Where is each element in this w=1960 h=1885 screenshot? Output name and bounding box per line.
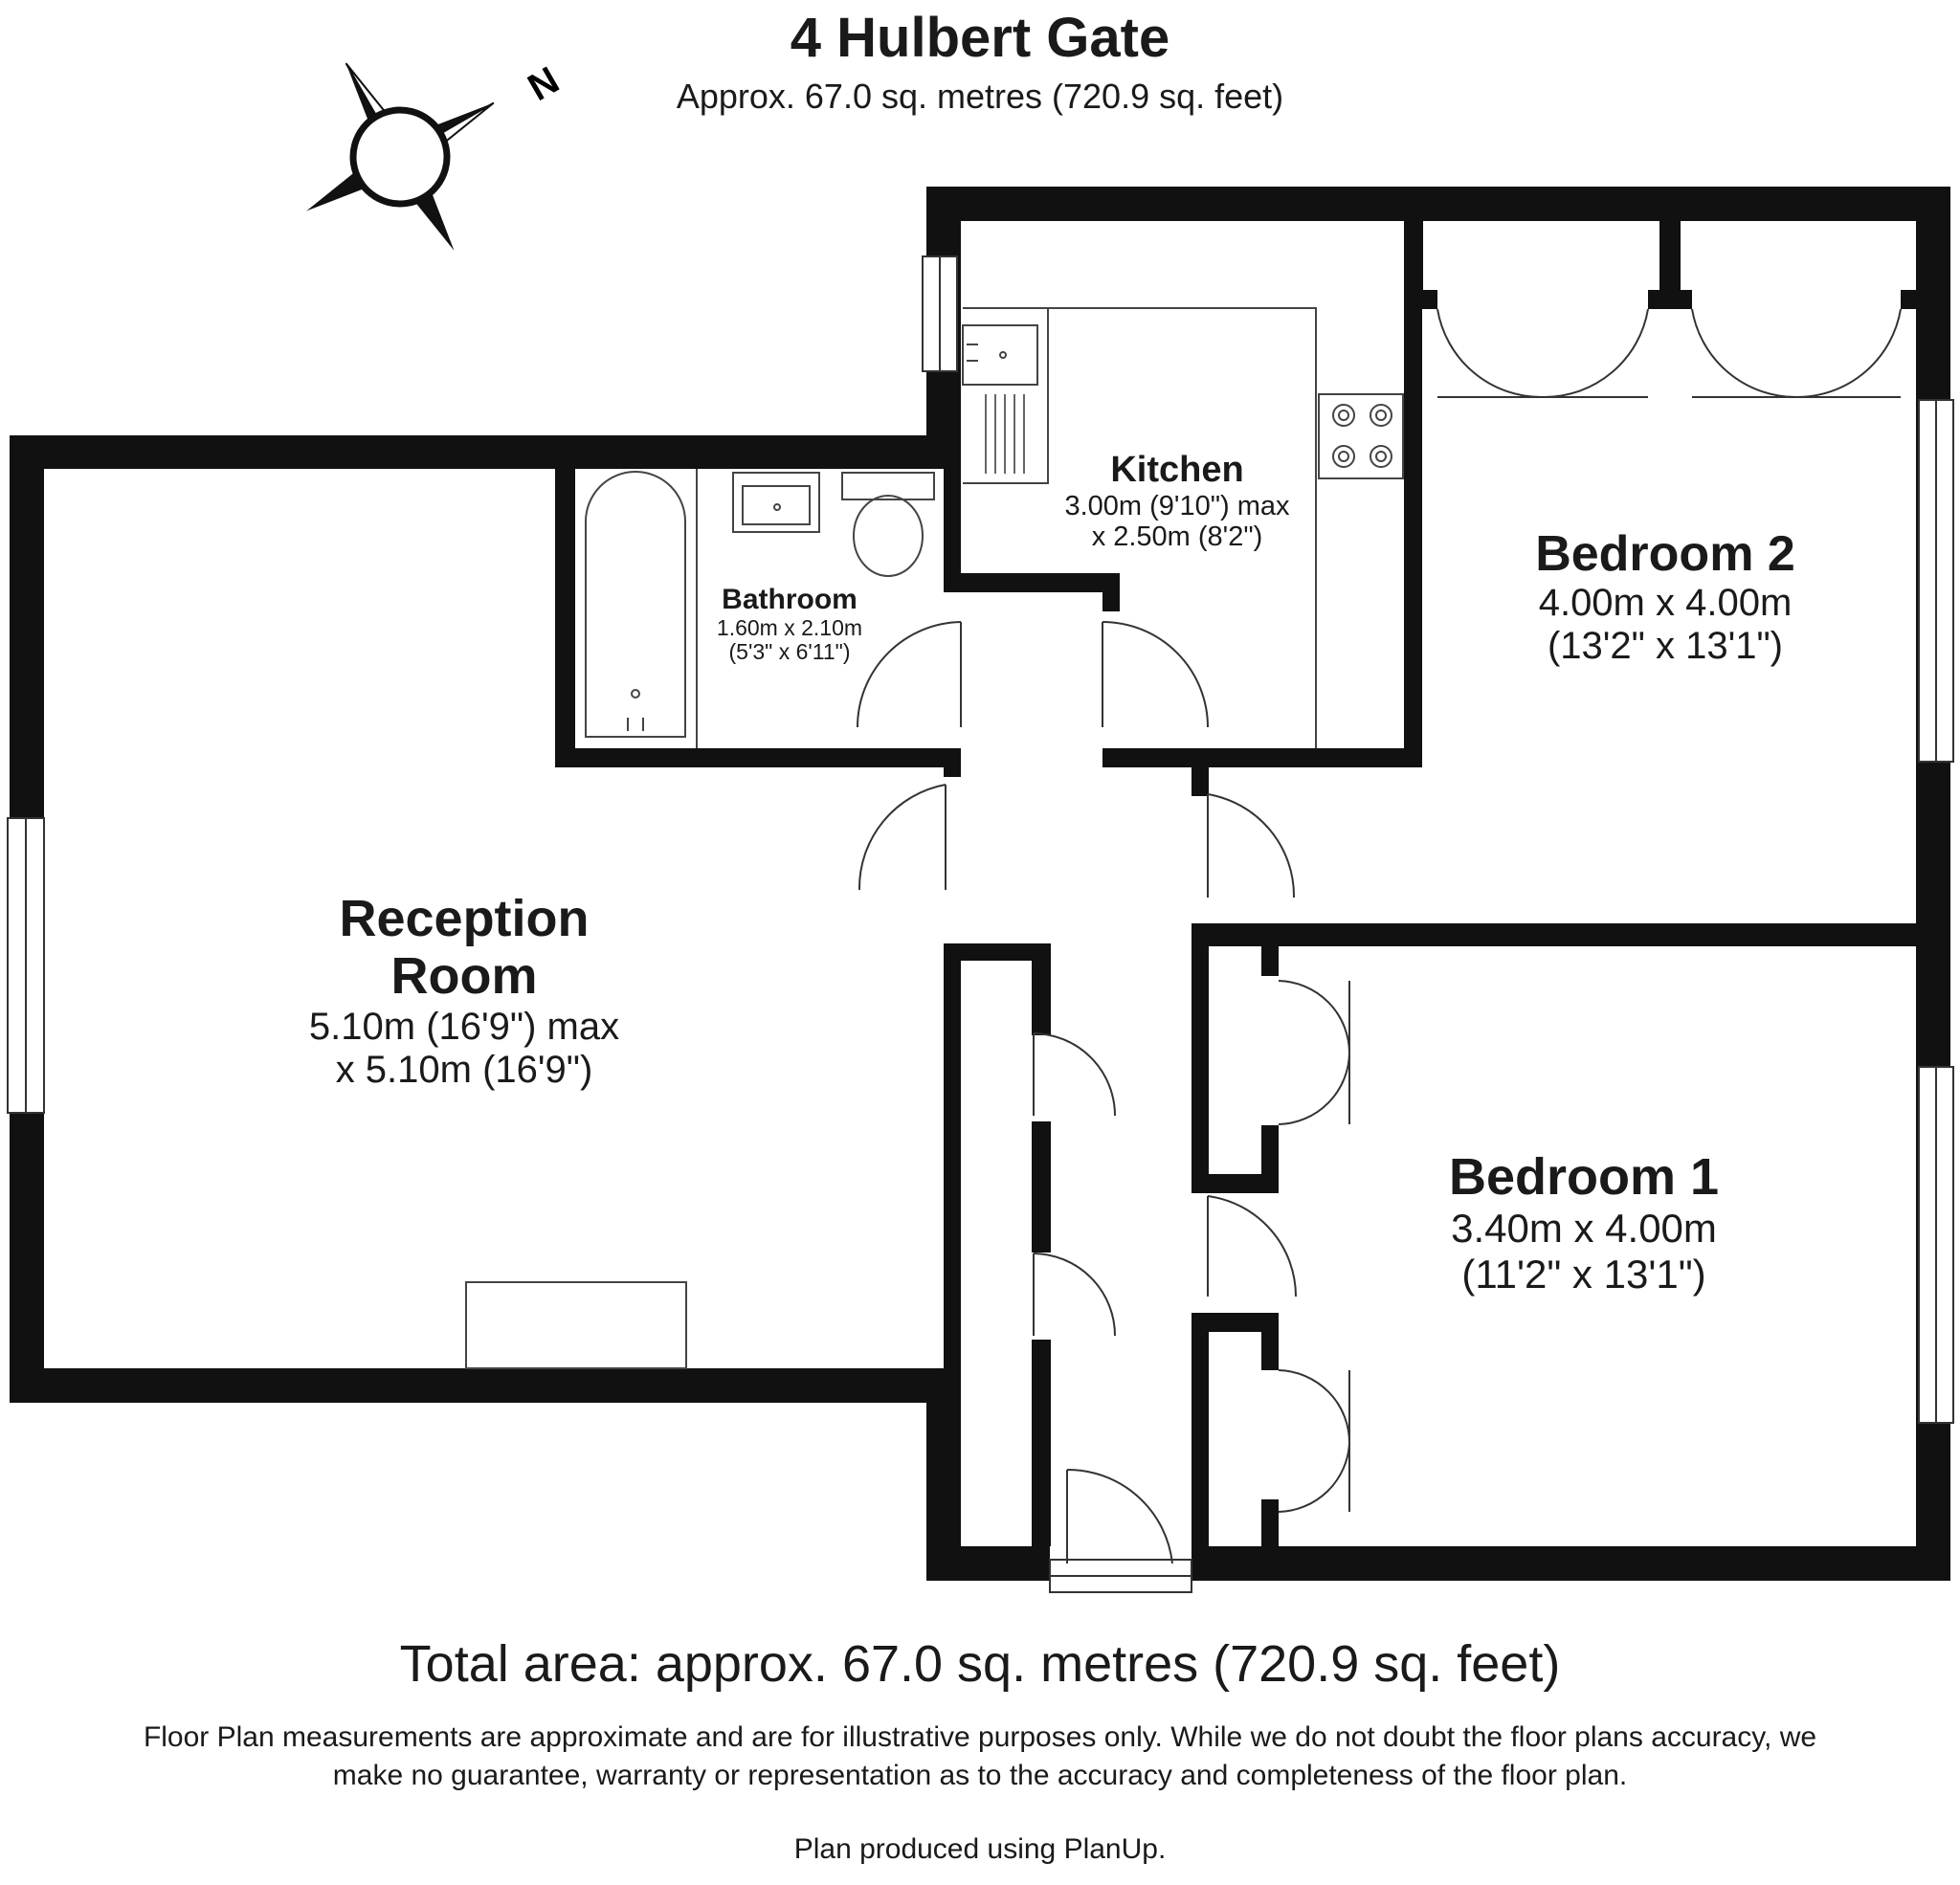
room-label-bathroom: Bathroom 1.60m x 2.10m (5'3" x 6'11") [670, 584, 909, 665]
plan-title: 4 Hulbert Gate [790, 7, 1170, 69]
compass-rose-icon [253, 10, 548, 305]
hearth [466, 1282, 686, 1368]
room-label-reception-room: Reception Room 5.10m (16'9") max x 5.10m (16'9") [239, 890, 689, 1092]
compass-north-label: N [521, 58, 567, 110]
room-name-bedroom-1: Bedroom 1 [1448, 1148, 1720, 1206]
room-name-bedroom-2: Bedroom 2 [1535, 526, 1795, 582]
room-name-bathroom: Bathroom [722, 584, 858, 615]
room-name-reception-line2: Room [390, 947, 538, 1006]
room-label-kitchen: Kitchen 3.00m (9'10") max x 2.50m (8'2") [1014, 450, 1340, 552]
room-name-kitchen: Kitchen [1110, 450, 1244, 490]
plan-credit: Plan produced using PlanUp. [793, 1833, 1167, 1865]
room-name-reception-line1: Reception [339, 890, 590, 947]
room-label-bedroom-1: Bedroom 1 3.40m x 4.00m (11'2" x 13'1") [1378, 1148, 1790, 1297]
plan-subtitle: Approx. 67.0 sq. metres (720.9 sq. feet) [676, 77, 1284, 116]
basin-icon [733, 473, 819, 532]
total-area: Total area: approx. 67.0 sq. metres (720.9 sq. feet) [399, 1635, 1561, 1693]
disclaimer-text: Floor Plan measurements are approximate and are for illustrative purposes only. While we do not doubt the floor plans accuracy, we make no guarantee, warranty or representation as to the accuracy and completeness of the floor plan. [143, 1721, 1817, 1791]
room-label-bedroom-2: Bedroom 2 4.00m x 4.00m (13'2" x 13'1") [1464, 526, 1866, 668]
internal-walls [555, 221, 1916, 1546]
